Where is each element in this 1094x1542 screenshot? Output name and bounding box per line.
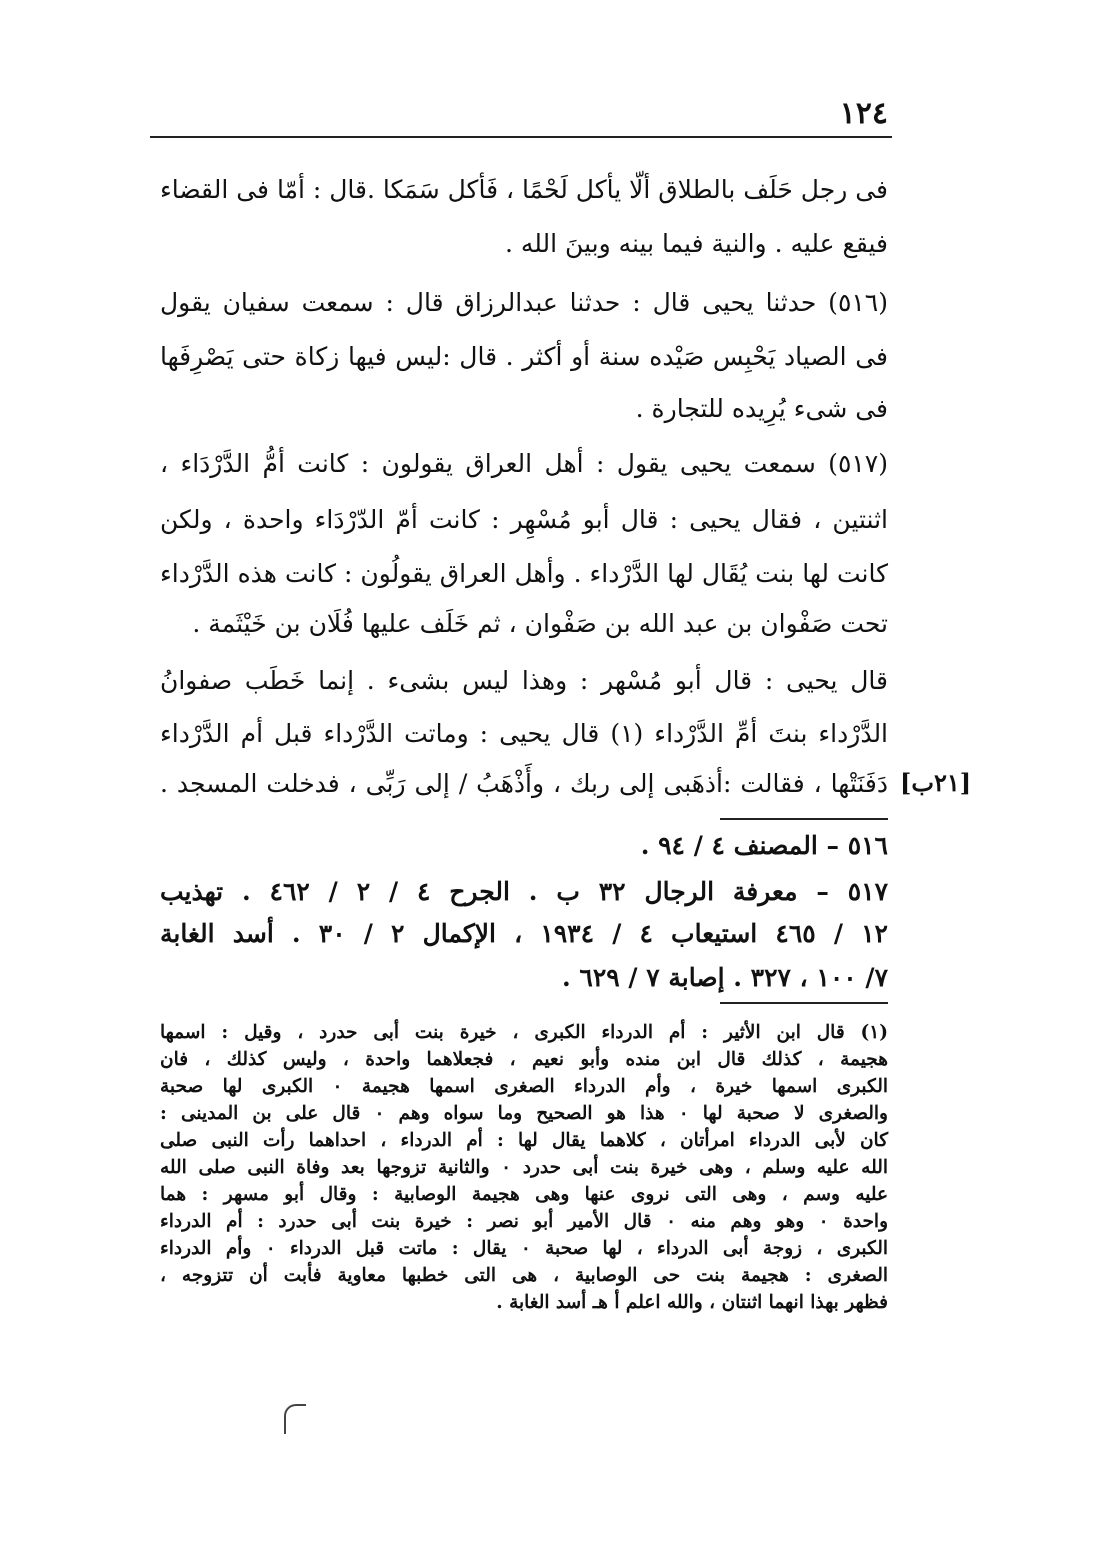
text-line: الدَّرْداء بنتَ أمِّ الدَّرْداء (١) قال يحيى : وماتت الدَّرْداء قبل أم الدَّرْداء: [160, 719, 889, 748]
page-number: ١٢٤: [839, 96, 888, 131]
footnote-line: الصغرى : هجيمة بنت حى الوصابية ، هى التى خطبها معاوية فأبت أن تتزوجه ،: [160, 1265, 888, 1286]
text-line: (٥١٦) حدثنا يحيى قال : حدثنا عبدالرزاق قال : سمعت سفيان يقول: [160, 288, 888, 317]
reference-line: ٥١٧ – معرفة الرجال ٣٢ ب . الجرح ٤ / ٢ / ٤٦٢ . تهذيب: [160, 877, 889, 906]
footnote-line: الكبرى اسمها خيرة ، وأم الدرداء الصغرى اسمها هجيمة ٠ الكبرى لها صحبة: [160, 1076, 888, 1097]
reference-line: ٥١٦ – المصنف ٤ / ٩٤ .: [640, 831, 888, 860]
text-line: تحت صَفْوان بن عبد الله بن صَفْوان ، ثم خَلَف عليها فُلَان بن خَيْثَمة .: [192, 609, 888, 638]
footnote-line: والصغرى لا صحبة لها ٠ هذا هو الصحيح وما سواه وهم ٠ قال على بن المدينى :: [160, 1103, 888, 1124]
reference-line: ١٢ / ٤٦٥ استيعاب ٤ / ١٩٣٤ ، الإكمال ٢ / ٣٠ . أسد الغابة: [160, 919, 888, 948]
text-line: قال يحيى : قال أبو مُسْهر : وهذا ليس بشىء . إنما خَطَب صفوانُ: [160, 666, 888, 695]
stray-pen-mark: [284, 1404, 306, 1434]
text-line: كانت لها بنت يُقَال لها الدَّرْداء . وأهل العراق يقولُون : كانت هذه الدَّرْداء: [160, 559, 888, 588]
text-line: فى رجل حَلَف بالطلاق ألّا يأكل لَحْمًا ، فَأكل سَمَكا .قال : أمّا فى القضاء: [160, 175, 888, 204]
header-rule: [150, 136, 892, 138]
text-line: فى شىء يُرِيده للتجارة .: [635, 394, 888, 423]
text-line: (٥١٧) سمعت يحيى يقول : أهل العراق يقولون : كانت أمُّ الدَّرْدَاء ،: [160, 449, 888, 478]
footnote-line: هجيمة ، كذلك قال ابن منده وأبو نعيم ، فجعلاهما واحدة ، وليس كذلك ، فان: [160, 1049, 888, 1070]
text-line: اثنتين ، فقال يحيى : قال أبو مُسْهِر : كانت أمّ الدّرْدَاء واحدة ، ولكن: [160, 505, 888, 534]
footnote-line: الله عليه وسلم ، وهى خيرة بنت أبى حدرد ٠ والثانية تزوجها بعد وفاة النبى صلى الله: [160, 1157, 888, 1178]
footnote-line: كان لأبى الدرداء امرأتان ، كلاهما يقال لها : أم الدرداء ، احداهما رأت النبى صلى: [160, 1130, 888, 1151]
references-rule: [720, 818, 888, 820]
text-line: دَفَنَتْها ، فقالت :أذهَبى إلى ربك ، وأَذْهَبُ / إلى رَبِّى ، فدخلت المسجد .: [160, 769, 888, 798]
text-line: فيقع عليه . والنية فيما بينه وبينَ الله .: [504, 229, 888, 258]
manuscript-folio-note: [٢١ب]: [900, 768, 972, 797]
footnote-line: الكبرى ، زوجة أبى الدرداء ، لها صحبة ٠ يقال : ماتت قبل الدرداء ٠ وأم الدرداء: [160, 1238, 888, 1259]
footnote-line: فظهر بهذا انهما اثنتان ، والله اعلم أ هـ أسد الغابة .: [496, 1292, 888, 1313]
reference-line: ٧/ ١٠٠ ، ٣٢٧ . إصابة ٧ / ٦٢٩ .: [561, 963, 888, 992]
footnote-rule: [720, 1002, 888, 1004]
text-line: فى الصياد يَحْبِس صَيْده سنة أو أكثر . قال :ليس فيها زكاة حتى يَصْرِفَها: [160, 342, 888, 371]
footnote-line: عليه وسم ، وهى التى نروى عنها وهى هجيمة الوصابية : وقال أبو مسهر : هما: [160, 1184, 888, 1205]
footnote-line: (١) قال ابن الأثير : أم الدرداء الكبرى ، خيرة بنت أبى حدرد ، وقيل : اسمها: [160, 1022, 888, 1043]
footnote-line: واحدة ٠ وهو وهم منه ٠ قال الأمير أبو نصر : خيرة بنت أبى حدرد : أم الدرداء: [160, 1211, 888, 1232]
